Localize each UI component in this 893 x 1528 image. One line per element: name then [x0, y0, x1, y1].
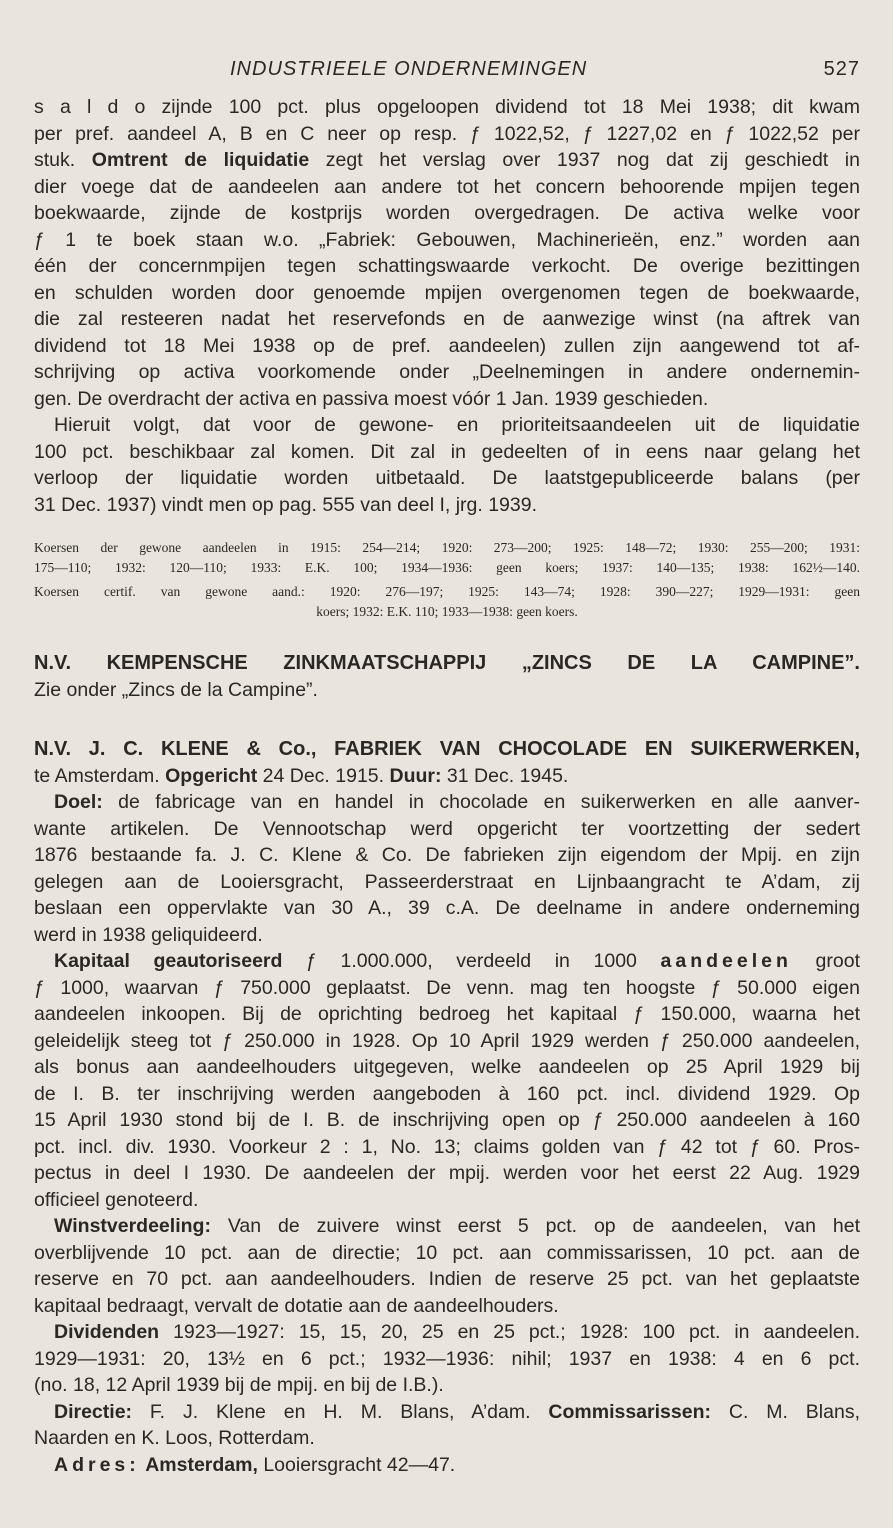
text-line: die zal resteeren nadat het reservefonds en de aanwezige winst (na aftrek van: [34, 308, 860, 330]
text-line: Kapitaal geautoriseerd ƒ 1.000.000, verdeeld in 1000 aandeelen groot: [54, 950, 860, 972]
text-line: Naarden en K. Loos, Rotterdam.: [34, 1427, 315, 1449]
text-line: dier voege dat de aandeelen aan andere tot het concern behoorende mpijen tegen: [34, 175, 860, 198]
text-line: 31 Dec. 1937) vindt men op pag. 555 van deel I, jrg. 1939.: [34, 493, 538, 516]
page-number: 527: [823, 58, 860, 80]
text-line: aandeelen inkoopen. Bij de oprichting bedroeg het kapitaal ƒ 150.000, waarna het: [34, 1003, 860, 1025]
text-line: ƒ 1 te boek staan w.o. „Fabriek: Gebouwen, Machinerieën, enz.” worden aan: [34, 228, 860, 251]
section-label: Kapitaal geautoriseerd: [54, 950, 283, 972]
text-line: s a l d o zijnde 100 pct. plus opgeloopen dividend tot 18 Mei 1938; dit kwam: [34, 96, 860, 118]
text-line: geleidelijk steeg tot ƒ 250.000 in 1928. Op 10 April 1929 werden ƒ 250.000 aandeelen,: [34, 1029, 860, 1052]
text-line: gen. De overdracht der activa en passiva moest vóór 1 Jan. 1939 geschieden.: [34, 387, 709, 410]
text-line: 1876 bestaande fa. J. C. Klene & Co. De fabrieken zijn eigendom der Mpij. en zijn: [34, 844, 860, 866]
cross-reference: Zie onder „Zincs de la Campine”.: [34, 678, 318, 701]
text-line: Adres: Amsterdam, Looiersgracht 42—47.: [54, 1453, 456, 1476]
bold-term: Omtrent de liquidatie: [91, 149, 310, 171]
text-line: werd in 1938 geliquideerd.: [34, 923, 263, 946]
text-line: de I. B. ter inschrijving werden aangeboden à 160 pct. incl. dividend 1929. Op: [34, 1082, 860, 1105]
text-line: één der concernmpijen tegen schattingswaarde verkocht. De overige bezittingen: [34, 255, 860, 277]
text-line: 100 pct. beschikbaar zal komen. Dit zal in gedeelten of in eens naar gelang het: [34, 440, 860, 463]
price-history: [34, 538, 860, 622]
entry-title: N.V. KEMPENSCHE ZINKMAATSCHAPPIJ „ZINCS DE LA CAMPINE”.: [34, 652, 860, 674]
text-line: en schulden worden door genoemde mpijen overgenomen tegen de boekwaarde,: [34, 281, 860, 304]
text-line: per pref. aandeel A, B en C neer op resp. ƒ 1022,52, ƒ 1227,02 en ƒ 1022,52 per: [34, 122, 860, 145]
section-label: Doel:: [54, 791, 103, 813]
section-label: Directie:: [54, 1400, 133, 1423]
price-line: 175—110; 1932: 120—110; 1933: E.K. 100; 1934—1936: geen koers; 1937: 140—135; 1938: 162½—140.: [34, 560, 860, 575]
text-line: te Amsterdam. Opgericht 24 Dec. 1915. Duur: 31 Dec. 1945.: [34, 764, 569, 787]
section-label: Commissarissen:: [548, 1400, 711, 1423]
price-line: koers; 1932: E.K. 110; 1933—1938: geen koers.: [316, 604, 578, 619]
text-line: overblijvende 10 pct. aan de directie; 10 pct. aan commissarissen, 10 pct. aan de: [34, 1241, 860, 1264]
text-line: wante artikelen. De Vennootschap werd opgericht ter voortzetting der sedert: [34, 817, 860, 840]
text-line: Directie: F. J. Klene en H. M. Blans, A’dam. Commissarissen: C. M. Blans,: [54, 1400, 860, 1423]
section-label: Adres:: [54, 1453, 140, 1476]
text-line: als bonus aan aandeelhouders uitgegeven, welke aandeelen op 25 April 1929 bij: [34, 1056, 860, 1078]
liquidation-paragraph: [34, 94, 860, 518]
kempensche-entry: [34, 650, 860, 703]
price-line: Koersen der gewone aandeelen in 1915: 254—214; 1920: 273—200; 1925: 148—72; 1930: 255—200; 1931:: [34, 540, 860, 555]
section-label: Winstverdeeling:: [54, 1215, 211, 1237]
text-line: boekwaarde, zijnde de kostprijs worden overgedragen. De activa welke voor: [34, 202, 860, 224]
text-line: (no. 18, 12 April 1939 bij de mpij. en bij de I.B.).: [34, 1374, 444, 1396]
price-line: Koersen certif. van gewone aand.: 1920: 276—197; 1925: 143—74; 1928: 390—227; 1929—1931: geen: [34, 584, 860, 599]
text-line: pectus in deel I 1930. De aandeelen der mpij. werden voor het eerst 22 Aug. 1929: [34, 1162, 860, 1184]
header-title: INDUSTRIEELE ONDERNEMINGEN: [230, 58, 588, 80]
text-line: Hieruit volgt, dat voor de gewone- en prioriteitsaandeelen uit de liquidatie: [54, 414, 860, 436]
text-line: dividend tot 18 Mei 1938 op de pref. aandeelen) zullen zijn aangewend tot af-: [34, 334, 860, 357]
text-line: ƒ 1000, waarvan ƒ 750.000 geplaatst. De venn. mag ten hoogste ƒ 50.000 eigen: [34, 976, 860, 999]
text-line: officieel genoteerd.: [34, 1188, 199, 1211]
klene-entry: [34, 736, 860, 1478]
text-line: gelegen aan de Looiersgracht, Passeerderstraat en Lijnbaangracht te A’dam, zij: [34, 870, 860, 893]
text-line: Dividenden 1923—1927: 15, 15, 20, 25 en 25 pct.; 1928: 100 pct. in aandeelen.: [54, 1321, 860, 1343]
section-label: Dividenden: [54, 1321, 160, 1343]
text-line: pct. incl. div. 1930. Voorkeur 2 : 1, No. 13; claims golden van ƒ 42 tot ƒ 60. Pros-: [34, 1135, 860, 1158]
text-line: Winstverdeeling: Van de zuivere winst eerst 5 pct. op de aandeelen, van het: [54, 1215, 860, 1237]
text-line: 1929—1931: 20, 13½ en 6 pct.; 1932—1936: nihil; 1937 en 1938: 4 en 6 pct.: [34, 1347, 860, 1370]
text-line: kapitaal bedraagt, vervalt de dotatie aan de aandeelhouders.: [34, 1294, 559, 1317]
text-line: 15 April 1930 stond bij de I. B. de inschrijving open op ƒ 250.000 aandeelen à 160: [34, 1109, 860, 1131]
text-line: stuk. Omtrent de liquidatie zegt het verslag over 1937 nog dat zij geschiedt in: [34, 149, 860, 171]
text-line: schrijving op activa voorkomende onder „Deelnemingen in andere ondernemin-: [34, 361, 860, 383]
text-line: reserve en 70 pct. aan aandeelhouders. Indien de reserve 25 pct. van het geplaatste: [34, 1268, 860, 1290]
text-line: verloop der liquidatie worden uitbetaald. De laatstgepubliceerde balans (per: [34, 467, 860, 489]
text-line: Doel: de fabricage van en handel in chocolade en suikerwerken en alle aanver-: [54, 791, 860, 813]
running-header: [34, 58, 860, 88]
entry-title: N.V. J. C. KLENE & Co., FABRIEK VAN CHOCOLADE EN SUIKERWERKEN,: [34, 738, 860, 760]
text-line: beslaan een oppervlakte van 30 A., 39 c.A. De deelname in andere onderneming: [34, 897, 860, 919]
